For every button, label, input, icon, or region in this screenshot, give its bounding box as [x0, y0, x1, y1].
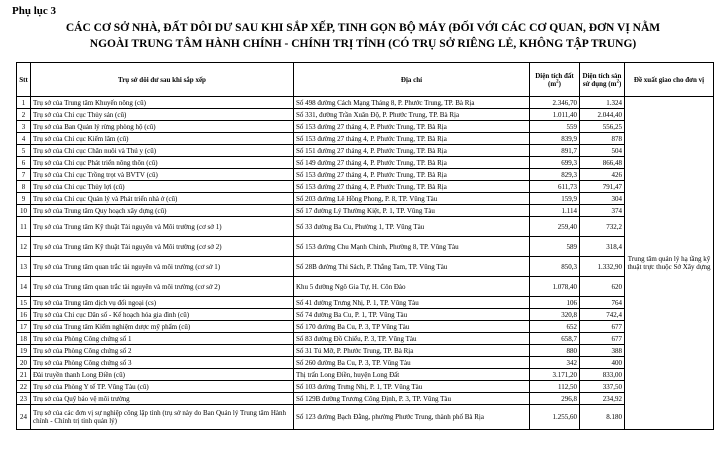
proposal-cell: Trung tâm quản lý hạ tầng kỹ thuật trực thuộc Sở Xây dựng	[625, 97, 714, 430]
row-address: Số 123 đường Bạch Đằng, phường Phước Trung, thành phố Bà Rịa	[294, 405, 530, 430]
row-stt: 19	[17, 345, 31, 357]
row-stt: 20	[17, 357, 31, 369]
row-stt: 13	[17, 257, 31, 277]
table-header-row	[17, 63, 714, 97]
row-floor-area: 8.180	[580, 405, 625, 430]
row-floor-area: 388	[580, 345, 625, 357]
row-stt: 23	[17, 393, 31, 405]
row-land-area: 342	[530, 357, 580, 369]
row-name: Trụ sở của Trung tâm quan trắc tài nguyên và môi trường (cơ sở 2)	[31, 277, 294, 297]
row-name: Trụ sở của Phòng Y tế TP. Vũng Tàu (cũ)	[31, 381, 294, 393]
row-address: Số 153 đường Chu Mạnh Chinh, Phường 8, TP. Vũng Tàu	[294, 237, 530, 257]
row-name: Trụ sở của Chi cục Quản lý và Phát triển nhà ở (cũ)	[31, 193, 294, 205]
row-address: Số 498 đường Cách Mạng Tháng 8, P. Phước Trung, TP. Bà Rịa	[294, 97, 530, 109]
row-address: Số 17 đường Lý Thường Kiệt, P. 1, TP. Vũng Tàu	[294, 205, 530, 217]
row-address: Số 31 Tú Mỡ, P. Phước Trung, TP. Bà Rịa	[294, 345, 530, 357]
table-row	[17, 309, 714, 321]
table-row	[17, 109, 714, 121]
row-address: Số 103 đường Trưng Nhị, P. 1, TP. Vũng Tàu	[294, 381, 530, 393]
row-name: Trụ sở của Chi cục Thủy lợi (cũ)	[31, 181, 294, 193]
row-name: Trụ sở của Chi cục Chăn nuôi và Thú y (cũ)	[31, 145, 294, 157]
row-stt: 5	[17, 145, 31, 157]
row-floor-area: 764	[580, 297, 625, 309]
row-address: Số 33 đường Ba Cu, Phường 1, TP. Vũng Tàu	[294, 217, 530, 237]
row-floor-area: 556,25	[580, 121, 625, 133]
row-land-area: 296,8	[530, 393, 580, 405]
row-land-area: 1.255,60	[530, 405, 580, 430]
row-stt: 12	[17, 237, 31, 257]
row-name: Trụ sở của Trung tâm dịch vụ đối ngoại (cs)	[31, 297, 294, 309]
row-name: Trụ sở của Trung tâm Quy hoạch xây dựng (cũ)	[31, 205, 294, 217]
row-stt: 9	[17, 193, 31, 205]
table-row	[17, 257, 714, 277]
row-address: Thị trấn Long Điền, huyện Long Đất	[294, 369, 530, 381]
row-land-area: 1.114	[530, 205, 580, 217]
row-name: Trụ sở của Chi cục Thủy sản (cũ)	[31, 109, 294, 121]
row-stt: 2	[17, 109, 31, 121]
table-row	[17, 297, 714, 309]
table-row	[17, 121, 714, 133]
row-name: Trụ sở của Trung tâm quan trắc tài nguyên và môi trường (cơ sở 1)	[31, 257, 294, 277]
row-stt: 11	[17, 217, 31, 237]
header-floor-area: Diện tích sàn sử dụng $(m^2)$	[580, 63, 625, 97]
row-stt: 17	[17, 321, 31, 333]
row-stt: 7	[17, 169, 31, 181]
row-stt: 14	[17, 277, 31, 297]
row-land-area: 259,40	[530, 217, 580, 237]
table-row	[17, 145, 714, 157]
row-name: Trụ sở của các đơn vị sự nghiệp công lập tỉnh (trụ sở này do Ban Quản lý Trung tâm Hành chính - Chính trị tỉnh quản lý)	[31, 405, 294, 430]
row-stt: 4	[17, 133, 31, 145]
row-floor-area: 1.332,90	[580, 257, 625, 277]
row-floor-area: 337,50	[580, 381, 625, 393]
row-land-area: 839,9	[530, 133, 580, 145]
table-row	[17, 369, 714, 381]
row-floor-area: 742,4	[580, 309, 625, 321]
row-land-area: 891,7	[530, 145, 580, 157]
row-floor-area: 426	[580, 169, 625, 181]
appendix-label: Phụ lục 3	[12, 5, 57, 17]
row-land-area: 611,73	[530, 181, 580, 193]
row-floor-area: 400	[580, 357, 625, 369]
table-row	[17, 97, 714, 109]
row-name: Trụ sở của Chi cục Trồng trọt và BVTV (cũ)	[31, 169, 294, 181]
table-row	[17, 381, 714, 393]
row-land-area: 880	[530, 345, 580, 357]
table-row	[17, 405, 714, 430]
row-stt: 8	[17, 181, 31, 193]
row-floor-area: 2.044,40	[580, 109, 625, 121]
row-land-area: 652	[530, 321, 580, 333]
row-address: Số 129B đường Trương Công Định, P. 3, TP. Vũng Tàu	[294, 393, 530, 405]
row-land-area: 559	[530, 121, 580, 133]
row-stt: 24	[17, 405, 31, 430]
row-floor-area: 833,00	[580, 369, 625, 381]
row-floor-area: 504	[580, 145, 625, 157]
row-land-area: 699,3	[530, 157, 580, 169]
header-name: Trụ sở dôi dư sau khi sắp xếp	[31, 63, 294, 97]
row-address: Số 260 đường Ba Cu, P. 3, TP. Vũng Tàu	[294, 357, 530, 369]
row-floor-area: 374	[580, 205, 625, 217]
document-title-line-2: NGOÀI TRUNG TÂM HÀNH CHÍNH - CHÍNH TRỊ TỈNH (CÓ TRỤ SỞ RIÊNG LẺ, KHÔNG TẬP TRUNG)	[89, 38, 637, 50]
header-stt: Stt	[17, 63, 31, 97]
row-land-area: 112,50	[530, 381, 580, 393]
table-row	[17, 333, 714, 345]
row-address: Số 151 đường 27 tháng 4, P. Phước Trung, TP. Bà Rịa	[294, 145, 530, 157]
row-name: Trụ sở của Trung tâm Kỹ thuật Tài nguyên và Môi trường (cơ sở 2)	[31, 237, 294, 257]
row-name: Đài truyền thanh Long Điền (cũ)	[31, 369, 294, 381]
row-address: Số 153 đường 27 tháng 4, P. Phước Trung, TP. Bà Rịa	[294, 121, 530, 133]
row-floor-area: 677	[580, 333, 625, 345]
row-name: Trụ sở của Trung tâm Kỹ thuật Tài nguyên và Môi trường (cơ sở 1)	[31, 217, 294, 237]
row-name: Trụ sở của Phòng Công chứng số 1	[31, 333, 294, 345]
table-row	[17, 157, 714, 169]
row-stt: 10	[17, 205, 31, 217]
row-address: Số 74 đường Ba Cu, P. 1, TP. Vũng Tàu	[294, 309, 530, 321]
row-floor-area: 318,4	[580, 237, 625, 257]
table-row	[17, 393, 714, 405]
row-name: Trụ sở của Trung tâm Kiểm nghiệm dược mỹ phẩm (cũ)	[31, 321, 294, 333]
row-land-area: 159,9	[530, 193, 580, 205]
table-row	[17, 169, 714, 181]
row-name: Trụ sở của Trung tâm Khuyến nông (cũ)	[31, 97, 294, 109]
row-address: Số 153 đường 27 tháng 4, P. Phước Trung, TP. Bà Rịa	[294, 169, 530, 181]
row-land-area: 589	[530, 237, 580, 257]
table-row	[17, 217, 714, 237]
row-stt: 21	[17, 369, 31, 381]
row-floor-area: 677	[580, 321, 625, 333]
row-name: Trụ sở của Chi cục Kiểm lâm (cũ)	[31, 133, 294, 145]
property-table	[16, 62, 714, 430]
header-address: Địa chỉ	[294, 63, 530, 97]
row-floor-area: 1.324	[580, 97, 625, 109]
row-address: Số 41 đường Trưng Nhị, P. 1, TP. Vũng Tàu	[294, 297, 530, 309]
row-address: Số 153 đường 27 tháng 4, P. Phước Trung, TP. Bà Rịa	[294, 181, 530, 193]
table-row	[17, 277, 714, 297]
row-land-area: 2.346,70	[530, 97, 580, 109]
row-land-area: 1.011,40	[530, 109, 580, 121]
row-stt: 16	[17, 309, 31, 321]
row-address: Số 83 đường Đồ Chiểu, P. 3, TP. Vũng Tàu	[294, 333, 530, 345]
row-floor-area: 732,2	[580, 217, 625, 237]
table-row	[17, 237, 714, 257]
row-floor-area: 304	[580, 193, 625, 205]
row-land-area: 320,8	[530, 309, 580, 321]
row-name: Trụ sở của Ban Quản lý rừng phòng hộ (cũ)	[31, 121, 294, 133]
header-land-area: Diện tích đất $(m^2)$	[530, 63, 580, 97]
table-row	[17, 357, 714, 369]
table-row	[17, 181, 714, 193]
row-address: Số 170 đường Ba Cu, P. 3, TP Vũng Tàu	[294, 321, 530, 333]
table-row	[17, 205, 714, 217]
row-land-area: 850,3	[530, 257, 580, 277]
row-floor-area: 234,92	[580, 393, 625, 405]
row-stt: 3	[17, 121, 31, 133]
row-land-area: 829,3	[530, 169, 580, 181]
table-row	[17, 321, 714, 333]
row-land-area: 106	[530, 297, 580, 309]
row-stt: 18	[17, 333, 31, 345]
row-floor-area: 620	[580, 277, 625, 297]
row-floor-area: 866,48	[580, 157, 625, 169]
row-stt: 22	[17, 381, 31, 393]
row-name: Trụ sở của Chi cục Dân số - Kế hoạch hóa gia đình (cũ)	[31, 309, 294, 321]
table-row	[17, 345, 714, 357]
table-row	[17, 133, 714, 145]
header-proposal: Đề xuất giao cho đơn vị	[625, 63, 714, 97]
row-name: Trụ sở của Phòng Công chứng số 2	[31, 345, 294, 357]
row-land-area: 3.171,20	[530, 369, 580, 381]
row-stt: 1	[17, 97, 31, 109]
row-name: Trụ sở của Chi cục Phát triển nông thôn (cũ)	[31, 157, 294, 169]
table-row	[17, 193, 714, 205]
row-floor-area: 791,47	[580, 181, 625, 193]
row-stt: 6	[17, 157, 31, 169]
row-land-area: 1.078,40	[530, 277, 580, 297]
row-name: Trụ sở của Quỹ bảo vệ môi trường	[31, 393, 294, 405]
row-address: Khu 5 đường Ngô Gia Tự, H. Côn Đảo	[294, 277, 530, 297]
row-floor-area: 878	[580, 133, 625, 145]
row-address: Số 149 đường 27 tháng 4, P. Phước Trung, TP. Bà Rịa	[294, 157, 530, 169]
row-address: Số 28B đường Thi Sách, P. Thắng Tam, TP. Vũng Tàu	[294, 257, 530, 277]
row-name: Trụ sở của Phòng Công chứng số 3	[31, 357, 294, 369]
row-address: Số 331, đường Trần Xuân Độ, P. Phước Trung, TP. Bà Rịa	[294, 109, 530, 121]
row-land-area: 658,7	[530, 333, 580, 345]
document-title-line-1: CÁC CƠ SỞ NHÀ, ĐẤT DÔI DƯ SAU KHI SẮP XẾP, TINH GỌN BỘ MÁY (ĐỐI VỚI CÁC CƠ QUAN, ĐƠN VỊ NẰM	[65, 22, 661, 34]
row-address: Số 203 đường Lê Hồng Phong, P. 8, TP. Vũng Tàu	[294, 193, 530, 205]
row-address: Số 153 đường 27 tháng 4, P. Phước Trung, TP. Bà Rịa	[294, 133, 530, 145]
row-stt: 15	[17, 297, 31, 309]
